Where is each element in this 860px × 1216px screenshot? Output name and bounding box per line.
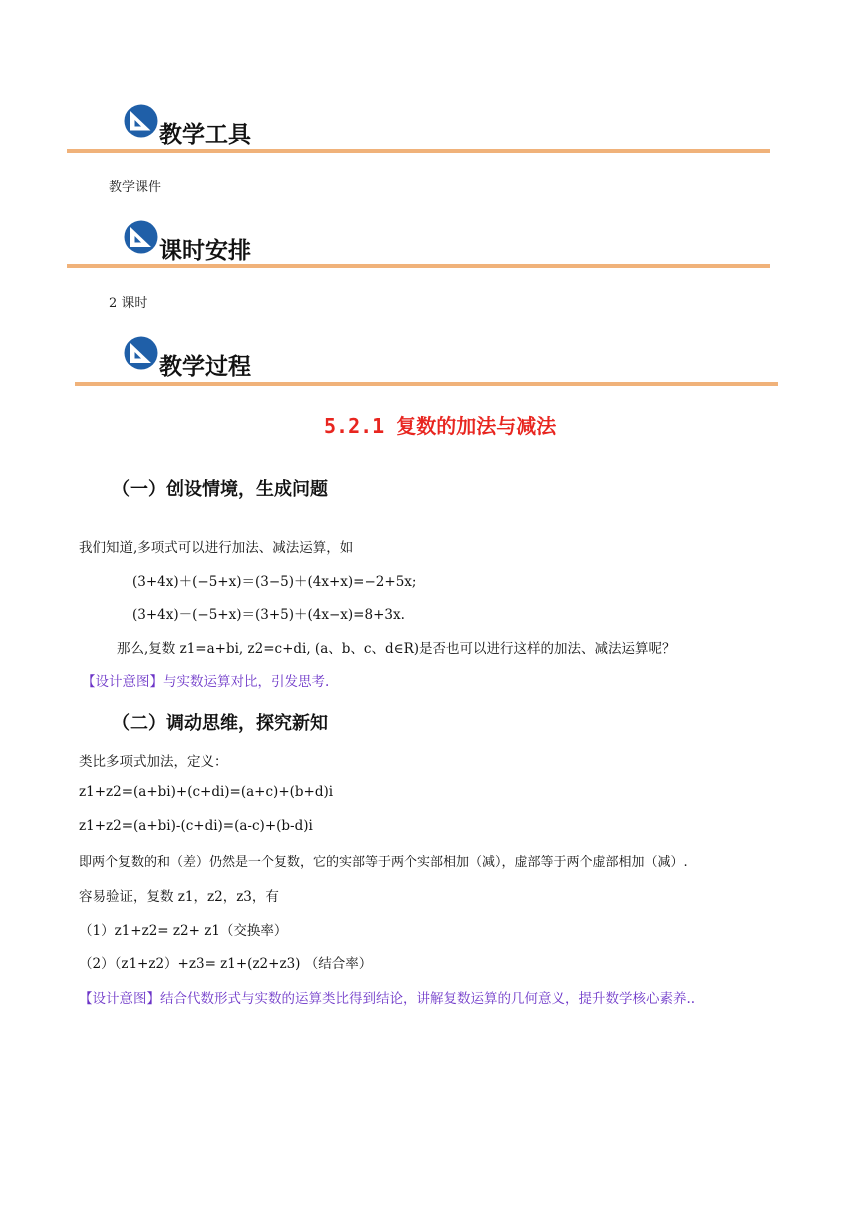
- part2-design-intent: [79, 987, 695, 1007]
- design-intent-label: 【设计意图】: [82, 674, 163, 690]
- section-content: 2 课时: [109, 296, 148, 311]
- section-divider: [67, 264, 770, 268]
- section-divider: [67, 149, 770, 153]
- part2-line: z1+z2=(a+bi)+(c+di)=(a+c)+(b+d)i: [79, 784, 334, 800]
- part2-line: （1）z1+z2= z2+ z1（交换率）: [79, 923, 288, 939]
- section-content: 教学课件: [109, 180, 162, 195]
- part2-heading: （二）调动思维，探究新知: [112, 713, 328, 734]
- part1-equation-2: (3+4x)－(−5+x)＝(3+5)＋(4x−x)=8+3x.: [132, 607, 405, 623]
- section-title: 教学过程: [159, 353, 251, 380]
- section-divider: [75, 382, 778, 386]
- part1-question: 那么,复数 z1=a+bi, z2=c+di, (a、b、c、d∈R)是否也可以进行这样的加法、减法运算呢？: [117, 641, 676, 657]
- design-intent-text: 结合代数形式与实数的运算类比得到结论，讲解复数运算的几何意义，提升数学核心素养..: [160, 991, 696, 1007]
- part1-design-intent: [82, 670, 329, 690]
- set-square-logo-icon: [124, 104, 158, 138]
- set-square-logo-icon: [124, 336, 158, 370]
- part1-intro: 我们知道,多项式可以进行加法、减法运算，如: [79, 540, 354, 556]
- part1-equation-1: (3+4x)＋(−5+x)＝(3−5)＋(4x+x)=−2+5x;: [132, 574, 417, 590]
- part2-line: 容易验证，复数 z1，z2，z3，有: [79, 889, 279, 905]
- part2-line: z1+z2=(a+bi)-(c+di)=(a-c)+(b-d)i: [79, 818, 313, 834]
- section-title: 教学工具: [159, 121, 251, 148]
- lesson-title: 5.2.1 复数的加法与减法: [324, 414, 557, 438]
- design-intent-text: 与实数运算对比，引发思考.: [163, 674, 330, 690]
- part2-line: 类比多项式加法，定义：: [79, 754, 228, 770]
- section-title: 课时安排: [159, 237, 251, 264]
- part2-line: （2）（z1+z2）+z3= z1+(z2+z3) （结合率）: [79, 956, 373, 972]
- design-intent-label: 【设计意图】: [79, 991, 160, 1007]
- set-square-logo-icon: [124, 220, 158, 254]
- part1-heading: （一）创设情境，生成问题: [112, 479, 328, 500]
- part2-line: 即两个复数的和（差）仍然是一个复数，它的实部等于两个实部相加（减），虚部等于两个虚部相加（减）.: [79, 855, 688, 870]
